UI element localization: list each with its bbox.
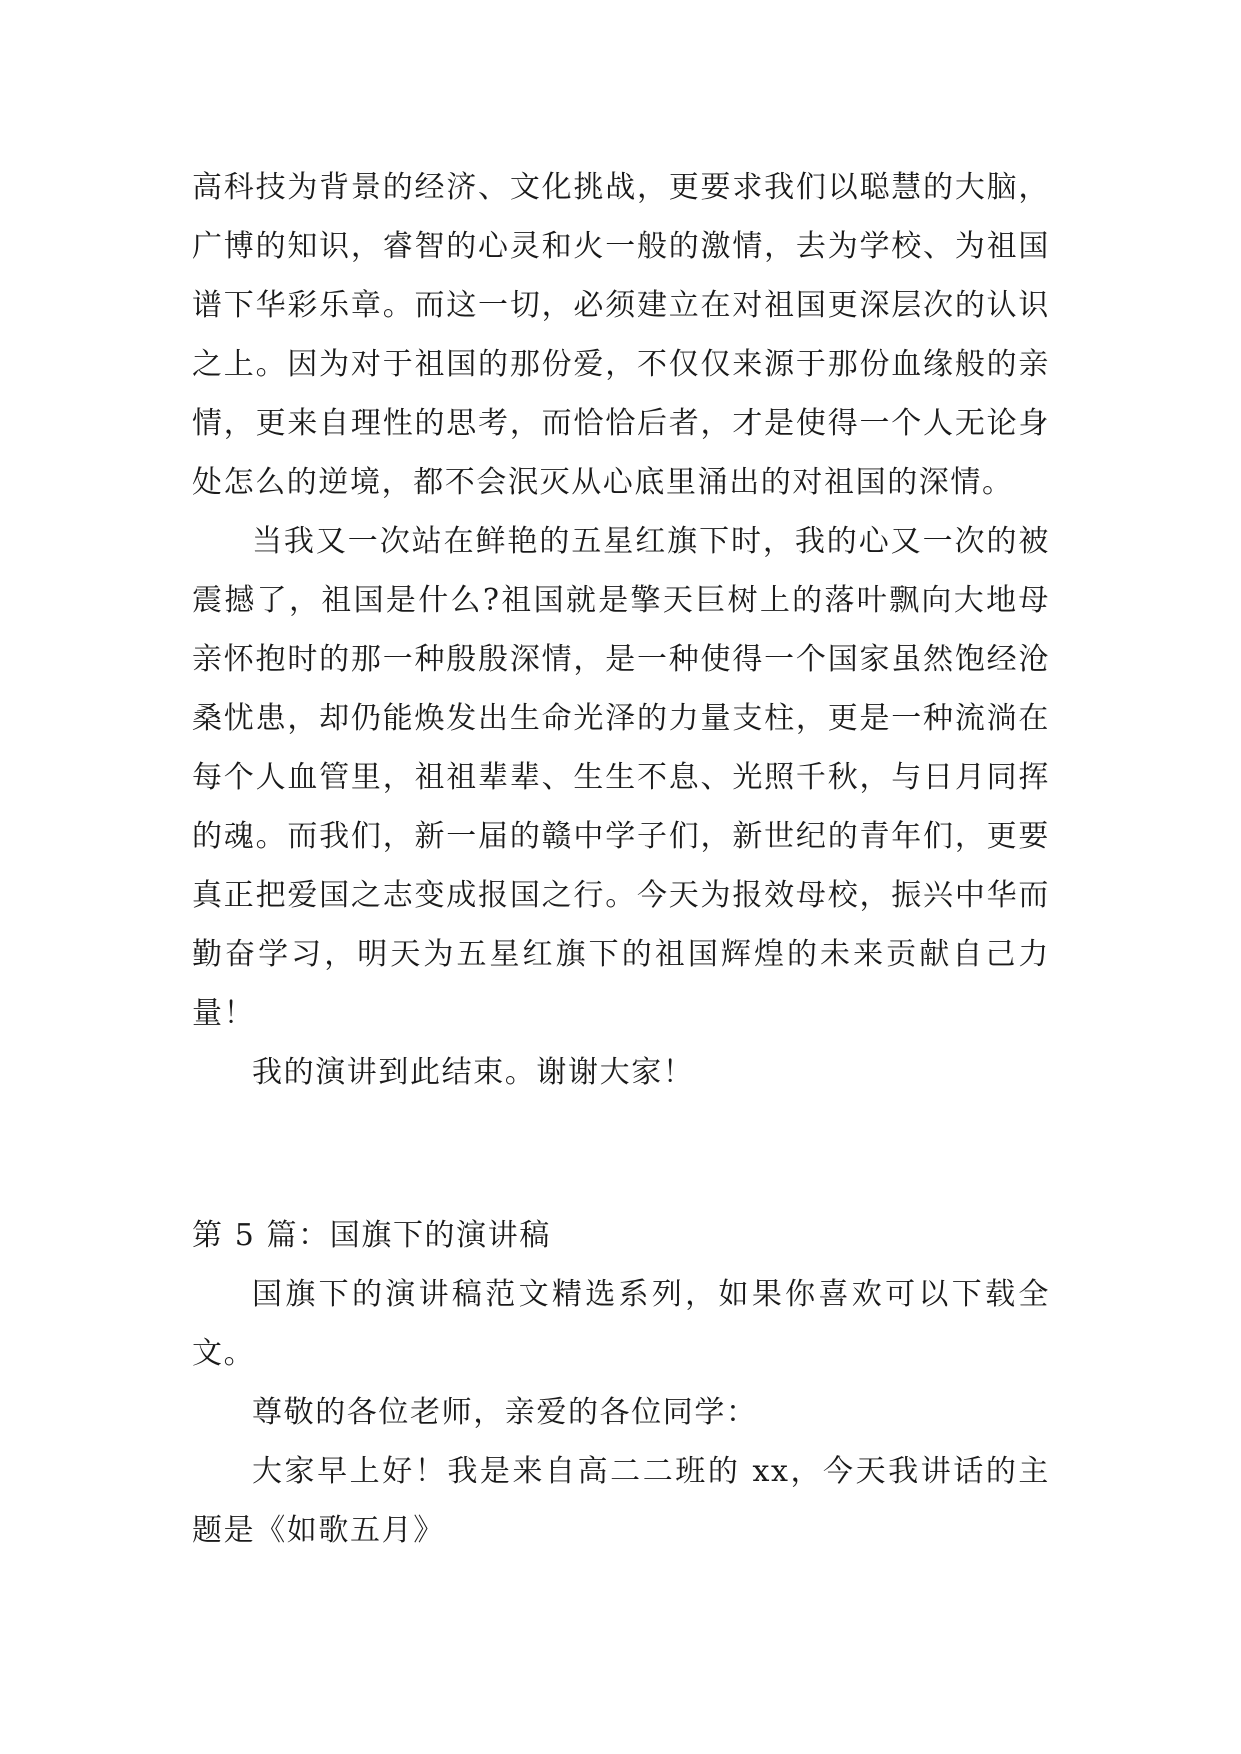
paragraph-closing: 我的演讲到此结束。谢谢大家！ xyxy=(252,1055,695,1090)
section-heading: 第 5 篇：国旗下的演讲稿 xyxy=(192,1218,551,1253)
paragraph-greeting: 大家早上好！我是来自高二二班的 xx，今天我讲话的主题是《如歌五月》 xyxy=(192,1454,1050,1548)
paragraph-intro: 国旗下的演讲稿范文精选系列，如果你喜欢可以下载全文。 xyxy=(192,1277,1050,1371)
paragraph-flag: 当我又一次站在鲜艳的五星红旗下时，我的心又一次的被震撼了，祖国是什么?祖国就是擎天巨树上的落叶飘向大地母亲怀抱时的那一种殷殷深情，是一种使得一个国家虽然饱经沧桑忧患，却仍能焕发出生命光泽的力量支柱，更是一种流淌在每个人血管里，祖祖辈辈、生生不息、光照千秋，与日月同挥的魂。而我们，新一届的赣中学子们，新世纪的青年们，更要真正把爱国之志变成报国之行。今天为报效母校，振兴中华而勤奋学习，明天为五星红旗下的祖国辉煌的未来贡献自己力量！ xyxy=(192,524,1050,1031)
body-text-top xyxy=(192,158,1050,1102)
body-text-section-5 xyxy=(192,1206,1050,1560)
paragraph-continuation: 高科技为背景的经济、文化挑战，更要求我们以聪慧的大脑，广博的知识，睿智的心灵和火一般的激情，去为学校、为祖国谱下华彩乐章。而这一切，必须建立在对祖国更深层次的认识之上。因为对于祖国的那份爱，不仅仅来源于那份血缘般的亲情，更来自理性的思考，而恰恰后者，才是使得一个人无论身处怎么的逆境，都不会泯灭从心底里涌出的对祖国的深情。 xyxy=(192,170,1050,500)
paragraph-salutation: 尊敬的各位老师，亲爱的各位同学： xyxy=(252,1395,758,1430)
